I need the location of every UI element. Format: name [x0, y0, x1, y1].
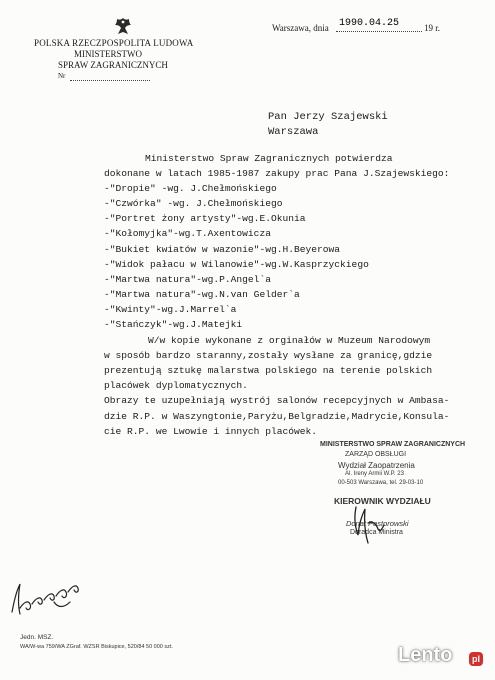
- stamp-phone: 00-503 Warszawa, tel. 29-03-10: [338, 480, 424, 486]
- official-signature: [350, 503, 390, 553]
- body-line: prezentują sztukę malarstwa polskiego na terenie polskich: [104, 365, 433, 376]
- artist-signature: [8, 572, 88, 622]
- stamp-signer-name: Donat Pastorowski: [346, 519, 409, 528]
- footer-print-info: WA/W-wa 759/WA ZGraf. WZSR Biskupice, 520/84 50 000 szt.: [20, 644, 173, 650]
- list-item: -"Bukiet kwiatów w wazonie"-wg.H.Beyerowa: [104, 244, 341, 255]
- list-item: -"Martwa natura"-wg.P.Angel`a: [104, 274, 271, 285]
- footer-unit: Jedn. MSZ.: [20, 634, 54, 641]
- body-line: Obrazy te uzupełniają wystrój salonów recepcyjnych w Ambasa-: [104, 395, 450, 406]
- addressee-name: Pan Jerzy Szajewski: [268, 111, 388, 123]
- date-value: 1990.04.25: [339, 18, 400, 29]
- date-suffix: 19 r.: [424, 23, 441, 33]
- stamp-division: Wydział Zaopatrzenia: [338, 461, 415, 470]
- stamp-ministry: MINISTERSTWO SPRAW ZAGRANICZNYCH: [320, 441, 466, 448]
- body-line: placówek dyplomatycznych.: [104, 380, 248, 391]
- letterhead-country: POLSKA RZECZPOSPOLITA LUDOWA: [34, 38, 194, 48]
- list-item: -"Widok pałacu w Wilanowie"-wg.W.Kasprzyckiego: [104, 259, 369, 270]
- reference-number-line: [70, 80, 150, 81]
- body-line: dzie R.P. w Waszyngtonie,Paryżu,Belgradzie,Madrycie,Konsula-: [104, 411, 450, 422]
- letterhead-ministry: MINISTERSTWO: [74, 49, 142, 59]
- body-line: w sposób bardzo staranny,zostały wysłane za granicę,gdzie: [104, 350, 433, 361]
- lento-badge-icon: pl: [469, 652, 483, 666]
- stamp-address: Al. Ireny Armii W.P. 23: [345, 471, 404, 477]
- body-line: W/w kopie wykonane z orginałów w Muzeum Narodowym: [148, 335, 431, 346]
- list-item: -"Stańczyk"-wg.J.Matejki: [104, 319, 243, 330]
- list-item: -"Martwa natura"-wg.N.van Gelder`a: [104, 289, 300, 300]
- date-underline: [336, 31, 422, 32]
- stamp-department: ZARZĄD OBSŁUGI: [345, 451, 407, 458]
- addressee-city: Warszawa: [268, 126, 319, 138]
- stamp-signer-role: Doradca Ministra: [350, 529, 403, 536]
- lento-watermark: Lento: [398, 644, 453, 666]
- list-item: -"Kwinty"-wg.J.Marrel`a: [104, 304, 237, 315]
- body-line: cie R.P. we Lwowie i innych placówek.: [104, 426, 318, 437]
- eagle-emblem-icon: [113, 16, 133, 36]
- reference-number-label: Nr: [58, 72, 66, 80]
- list-item: -"Portret żony artysty"-wg.E.Okunia: [104, 213, 306, 224]
- body-line: Ministerstwo Spraw Zagranicznych potwierdza: [145, 153, 393, 164]
- date-prefix: Warszawa, dnia: [272, 23, 329, 33]
- list-item: -"Dropie" -wg. J.Chełmońskiego: [104, 183, 277, 194]
- list-item: -"Czwórka" -wg. J.Chełmońskiego: [104, 198, 283, 209]
- letterhead-department: SPRAW ZAGRANICZNYCH: [58, 60, 168, 70]
- body-line: dokonane w latach 1985-1987 zakupy prac Pana J.Szajewskiego:: [104, 168, 450, 179]
- list-item: -"Kołomyjka"-wg.T.Axentowicza: [104, 228, 271, 239]
- stamp-title: KIEROWNIK WYDZIAŁU: [334, 496, 431, 506]
